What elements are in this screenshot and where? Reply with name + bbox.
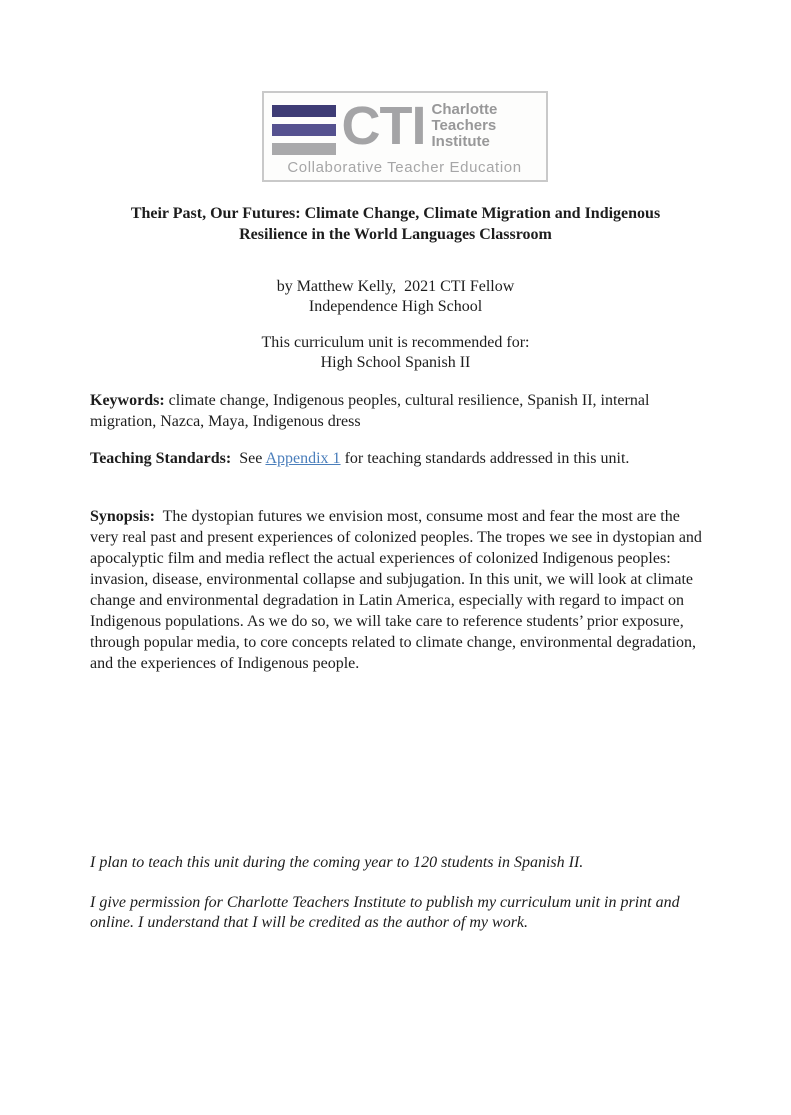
logo-org-line: Teachers: [431, 117, 497, 134]
teaching-standards-pre-text: See: [231, 450, 266, 467]
logo-org-line: Charlotte: [431, 101, 498, 118]
logo-cti-acronym: CTI: [341, 96, 426, 156]
keywords-paragraph: [90, 390, 703, 432]
recommended-course: High School Spanish II: [320, 354, 471, 371]
byline-school: Independence High School: [308, 298, 483, 315]
synopsis-paragraph: [90, 506, 706, 674]
appendix-1-link[interactable]: Appendix 1: [265, 450, 341, 467]
teaching-plan-statement: I plan to teach this unit during the coming year to 120 students in Spanish II.: [90, 854, 584, 871]
byline: [0, 277, 791, 317]
teaching-standards-post-text: for teaching standards addressed in this unit.: [340, 450, 630, 467]
logo-org-name: [432, 102, 498, 150]
teaching-standards-label: Teaching Standards:: [90, 450, 232, 467]
recommended-intro: This curriculum unit is recommended for:: [261, 334, 530, 351]
document-page: [0, 91, 791, 1115]
logo-org-line: Institute: [431, 133, 490, 150]
teaching-standards-paragraph: [90, 448, 703, 469]
cti-logo: [262, 91, 548, 182]
keywords-text: climate change, Indigenous peoples, cultural resilience, Spanish II, internal migration, Nazca, Maya, Indigenous dress: [90, 392, 654, 430]
synopsis-label: Synopsis:: [90, 508, 155, 525]
synopsis-text: The dystopian futures we envision most, consume most and fear the most are the very real past and present experiences of colonized peoples. The tropes we see in dystopian and apocalyptic film and media reflect the actual experiences of colonized Indigenous peoples: invasion, disease, environmental collapse and subjugation. In this unit, we will look at climate change and environmental degradation in Latin America, especially with regard to impact on Indigenous populations. As we do so, we will take care to reference students’ prior exposure, through popular media, to core concepts related to climate change, environmental degradation, and the experiences of Indigenous people.: [90, 508, 706, 672]
logo-tagline: Collaborative Teacher Education: [287, 159, 522, 176]
unit-title: Their Past, Our Futures: Climate Change, Climate Migration and Indigenous Resilience in the World Languages Classroom: [130, 205, 661, 243]
body-content: [90, 390, 706, 933]
cti-logo-row: [272, 96, 538, 156]
logo-bar-top: [272, 105, 336, 117]
logo-bar-bottom: [272, 143, 336, 155]
logo-bars-icon: [272, 105, 336, 155]
keywords-label: Keywords:: [90, 392, 165, 409]
recommended-block: [0, 333, 791, 373]
publish-permission-statement: I give permission for Charlotte Teachers Institute to publish my curriculum unit in print and online. I understand that I will be credited as the author of my work.: [90, 894, 680, 931]
byline-author: by Matthew Kelly, 2021 CTI Fellow: [276, 278, 515, 295]
logo-bar-middle: [272, 124, 336, 136]
